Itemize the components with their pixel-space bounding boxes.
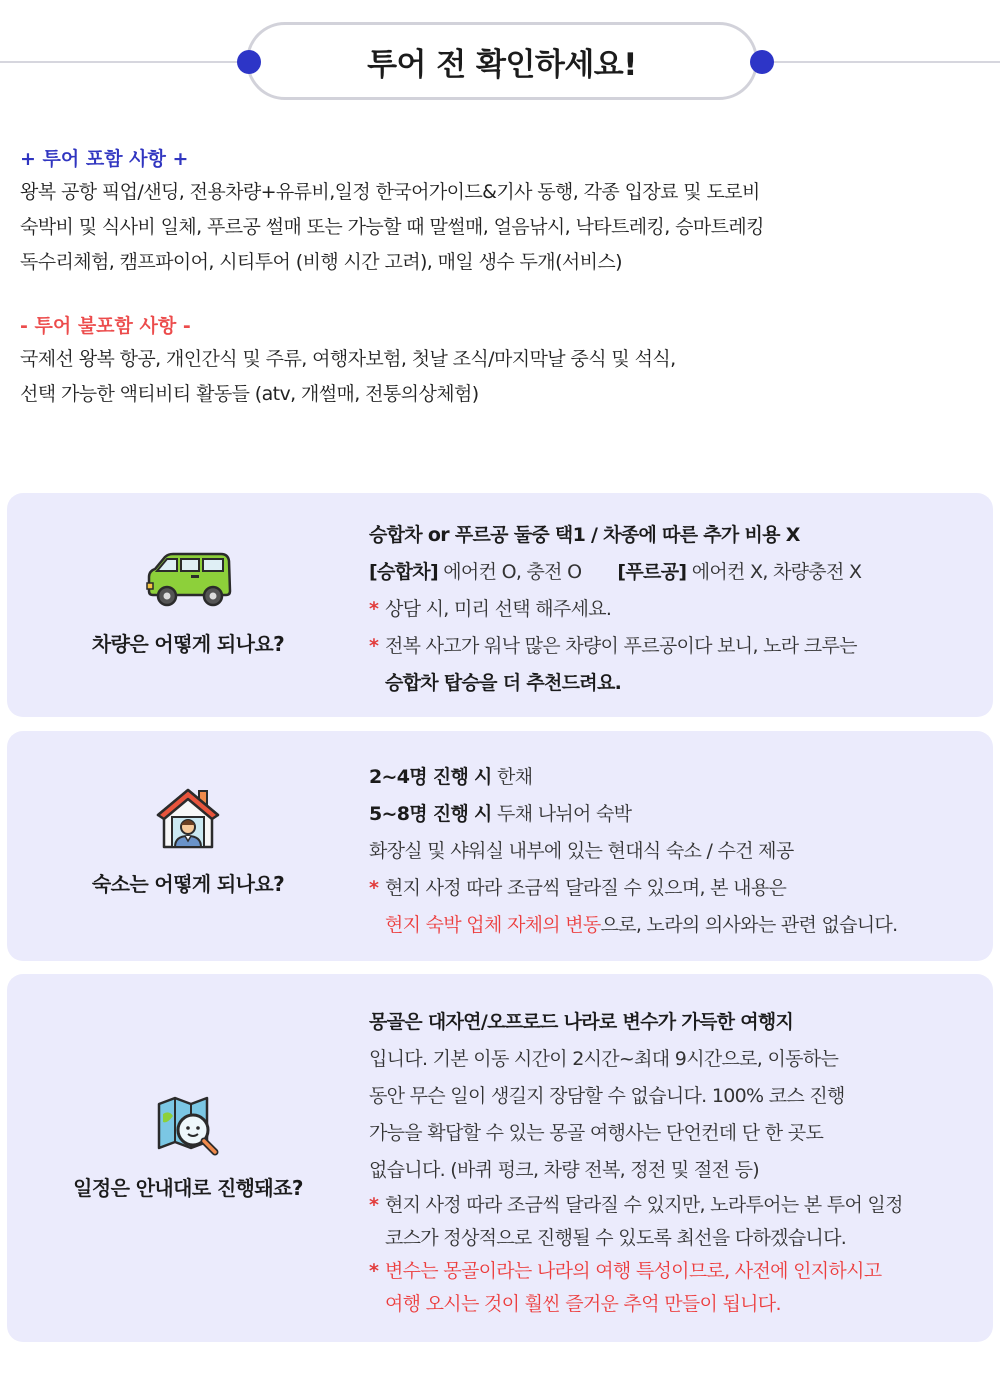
room-count: 두채 나뉘어 숙박	[491, 803, 632, 825]
schedule-faq-left	[7, 974, 369, 1342]
room-count: 한채	[491, 766, 533, 788]
lodging-answer-line	[369, 796, 989, 833]
tour-info-section	[20, 143, 980, 412]
page-title: 투어 전 확인하세요!	[367, 46, 637, 83]
header-dot-left	[237, 50, 261, 74]
lodging-faq-card	[7, 731, 993, 961]
schedule-answer-line: 동안 무슨 일이 생길지 장담할 수 없습니다. 100% 코스 진행	[369, 1085, 845, 1107]
vehicle-note-emphasis: 승합차 탑승을 더 추천드려요.	[385, 672, 622, 694]
schedule-answer-line: 없습니다. (바퀴 펑크, 차량 전복, 정전 및 절전 등)	[369, 1159, 759, 1181]
note-highlight: 현지 숙박 업체 자체의 변동	[385, 914, 601, 936]
schedule-note-continued: 코스가 정상적으로 진행될 수 있도록 최선을 다하겠습니다.	[385, 1227, 847, 1249]
excluded-line: 국제선 왕복 항공, 개인간식 및 주류, 여행자보험, 첫날 조식/마지막날 중식 및 석식,	[20, 348, 676, 370]
asterisk: *	[369, 1260, 379, 1282]
vehicle-answer-line: 승합차 or 푸르공 둘중 택1 / 차종에 따른 추가 비용 X	[369, 524, 800, 546]
included-title: + 투어 포함 사항 +	[20, 148, 189, 170]
warning-text: 변수는 몽골이라는 나라의 여행 특성이므로, 사전에 인지하시고	[385, 1260, 882, 1282]
lodging-note	[369, 870, 989, 907]
lodging-question: 숙소는 어떻게 되나요?	[91, 872, 285, 896]
note-text: 현지 사정 따라 조금씩 달라질 수 있으며, 본 내용은	[385, 877, 787, 899]
note-text: 상담 시, 미리 선택 해주세요.	[385, 598, 612, 620]
vehicle-faq-left	[7, 493, 369, 717]
vehicle-question: 차량은 어떻게 되나요?	[91, 632, 285, 656]
asterisk: *	[369, 877, 379, 899]
vehicle-answer	[369, 517, 989, 702]
schedule-faq-card	[7, 974, 993, 1342]
excluded-title: - 투어 불포함 사항 -	[20, 315, 191, 337]
header-pill	[246, 22, 758, 100]
included-line: 숙박비 및 식사비 일체, 푸르공 썰매 또는 가능할 때 말썰매, 얼음낚시, 낙타트레킹, 승마트레킹	[20, 216, 764, 238]
excluded-line: 선택 가능한 액티비티 활동들 (atv, 개썰매, 전통의상체험)	[20, 383, 479, 405]
group-size: 5~8명 진행 시	[369, 803, 492, 825]
schedule-answer-line: 가능을 확답할 수 있는 몽골 여행사는 단언컨데 단 한 곳도	[369, 1122, 824, 1144]
schedule-answer-line: 몽골은 대자연/오프로드 나라로 변수가 가득한 여행지	[369, 1011, 794, 1033]
van-label: [승합차]	[369, 561, 438, 583]
asterisk: *	[369, 1194, 379, 1216]
vehicle-note	[369, 591, 989, 628]
schedule-answer-line: 입니다. 기본 이동 시간이 2시간~최대 9시간으로, 이동하는	[369, 1048, 839, 1070]
house-person-icon	[155, 787, 221, 849]
note-text: 현지 사정 따라 조금씩 달라질 수 있지만, 노라투어는 본 투어 일정	[385, 1194, 903, 1216]
header-dot-right	[750, 50, 774, 74]
schedule-warning-continued: 여행 오시는 것이 훨씬 즐거운 추억 만들이 됩니다.	[385, 1293, 781, 1315]
vehicle-answer-line	[369, 554, 989, 591]
schedule-answer	[369, 1004, 989, 1321]
schedule-note	[369, 1189, 989, 1222]
note-text: 으로, 노라의 의사와는 관련 없습니다.	[600, 914, 898, 936]
asterisk: *	[369, 598, 379, 620]
schedule-warning	[369, 1255, 989, 1288]
schedule-question: 일정은 안내대로 진행돼죠?	[73, 1176, 303, 1200]
lodging-answer-line: 화장실 및 샤워실 내부에 있는 현대식 숙소 / 수건 제공	[369, 840, 794, 862]
van-icon	[143, 551, 233, 609]
purgon-spec: 에어컨 X, 차량충전 X	[686, 561, 862, 583]
lodging-note-continued	[369, 907, 989, 944]
note-text: 전복 사고가 워낙 많은 차량이 푸르공이다 보니, 노라 크루는	[385, 635, 857, 657]
included-line: 왕복 공항 픽업/샌딩, 전용차량+유류비,일정 한국어가이드&기사 동행, 각종 입장료 및 도로비	[20, 181, 760, 203]
vehicle-faq-card	[7, 493, 993, 717]
lodging-answer-line	[369, 759, 989, 796]
group-size: 2~4명 진행 시	[369, 766, 492, 788]
map-magnifier-icon	[155, 1094, 221, 1160]
asterisk: *	[369, 635, 379, 657]
lodging-answer	[369, 759, 989, 944]
included-line: 독수리체험, 캠프파이어, 시티투어 (비행 시간 고려), 매일 생수 두개(서비스)	[20, 251, 622, 273]
van-spec: 에어컨 O, 충전 O	[437, 561, 582, 583]
vehicle-note	[369, 628, 989, 665]
page-header	[0, 0, 1000, 120]
lodging-faq-left	[7, 731, 369, 961]
purgon-label: [푸르공]	[617, 561, 687, 583]
